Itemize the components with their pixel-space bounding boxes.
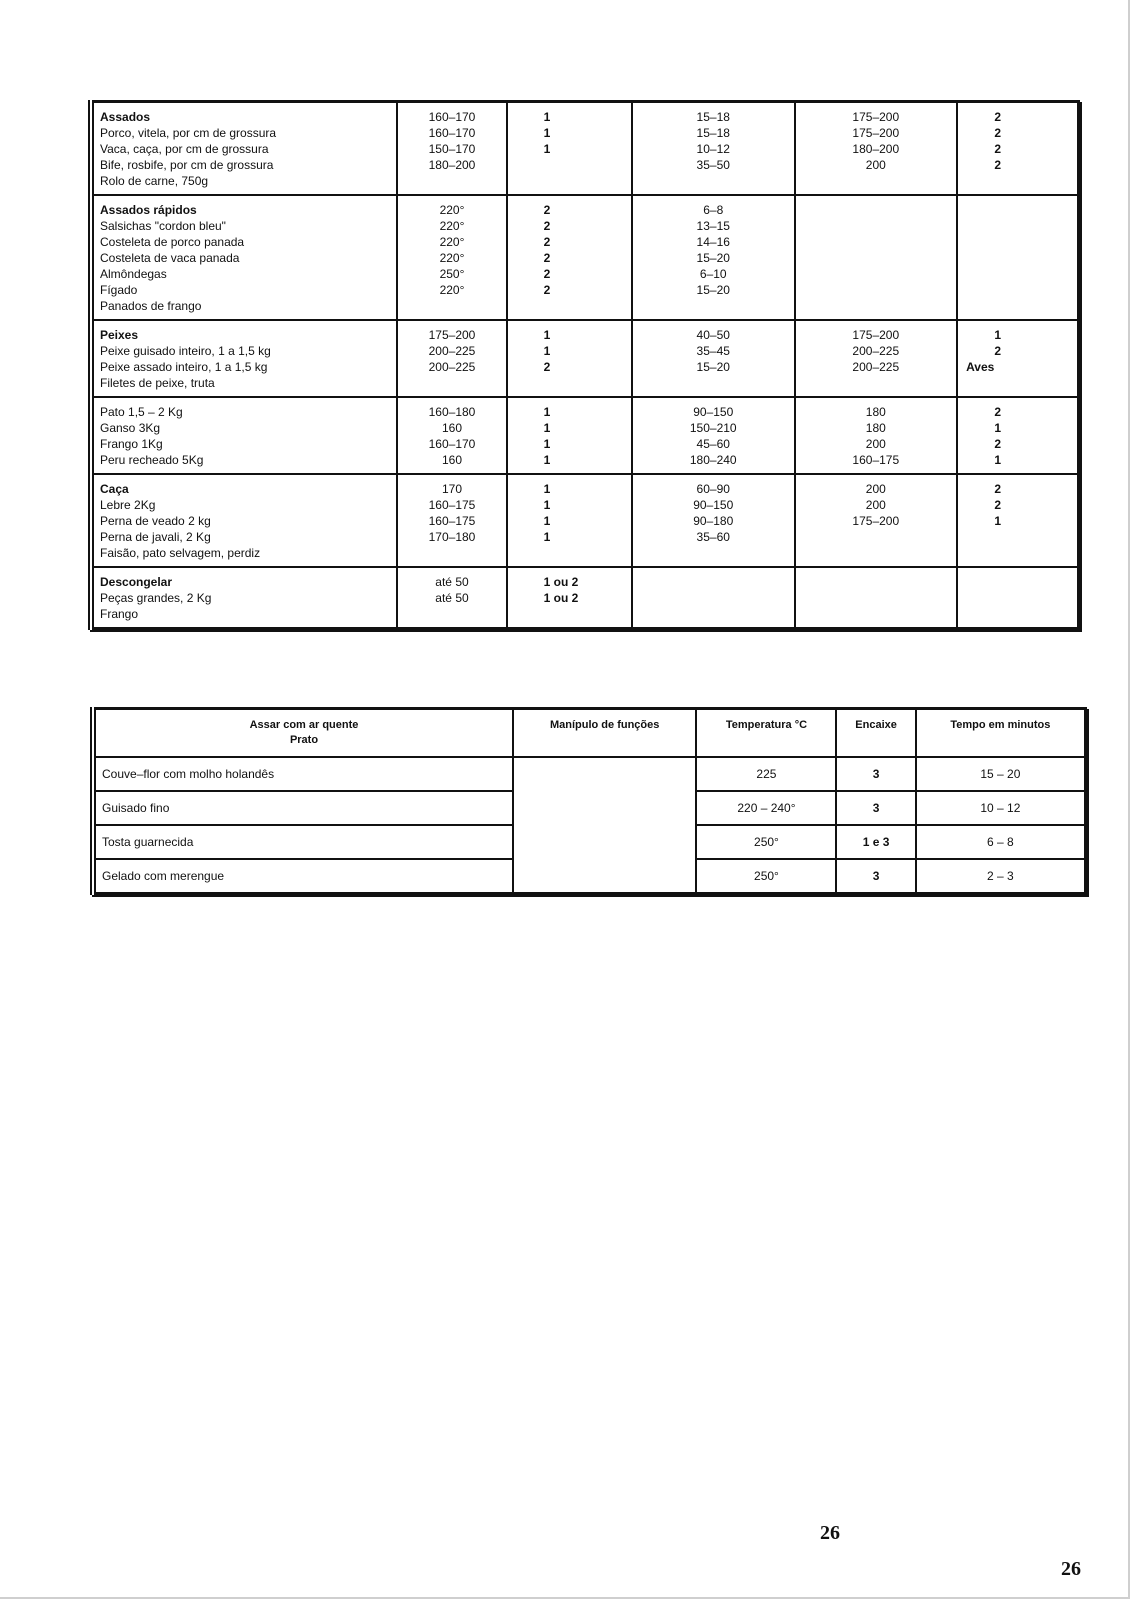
dish-cell: Tosta guarnecida (93, 825, 513, 859)
cell-value: 200 (865, 498, 886, 512)
cell-value: 180–240 (689, 453, 737, 467)
group-heading: Assados (100, 110, 151, 124)
cell-value: 175–200 (428, 328, 476, 342)
cell-value: 220° (439, 219, 465, 233)
cell-value: 175–200 (852, 328, 900, 342)
cell-value: 90–150 (693, 405, 734, 419)
shelf-cell: 1 e 3 (836, 825, 915, 859)
time-cell (632, 474, 795, 567)
shelf-cell: 3 (836, 859, 915, 894)
cell-value: 2 (994, 158, 1001, 172)
cell-value: 160–175 (428, 498, 476, 512)
group-heading: Peixes (100, 328, 139, 342)
cell-value: 2 (543, 360, 551, 374)
hot-air-table (90, 707, 1087, 895)
cell-value: 1 (543, 328, 551, 342)
shelf-cell (507, 397, 632, 474)
shelf-values (994, 404, 1001, 468)
shelf-cell (507, 567, 632, 629)
temperature-cell (397, 397, 506, 474)
cell-value: 180 (865, 421, 886, 435)
cell-value: 1 ou 2 (543, 575, 579, 589)
time-cell: 6 – 8 (916, 825, 1086, 859)
cell-value: 90–180 (693, 514, 734, 528)
dish-item: Filetes de peixe, truta (100, 376, 215, 390)
time-cell: 10 – 12 (916, 791, 1086, 825)
cell-value: 13–15 (696, 219, 730, 233)
table-row (93, 757, 1086, 791)
cell-value: 200–225 (428, 360, 476, 374)
header-dish-line2: Prato (289, 734, 319, 746)
temperature-cell (397, 567, 506, 629)
cell-value: 200 (865, 158, 886, 172)
cell-value: 2 (994, 405, 1001, 419)
cell-value: 180–200 (852, 142, 900, 156)
cell-value: 1 (543, 344, 551, 358)
cell-value: 180–200 (428, 158, 476, 172)
cell-value: 1 (543, 453, 551, 467)
dish-item: Peru recheado 5Kg (100, 453, 204, 467)
dish-item: Panados de frango (100, 299, 202, 313)
table-row (91, 397, 1079, 474)
cell-value: 2 (543, 267, 551, 281)
cell-value: 2 (994, 142, 1001, 156)
group-heading: Assados rápidos (100, 203, 197, 217)
temperature-cell: 220 – 240° (696, 791, 836, 825)
temperature-cell: 250° (696, 825, 836, 859)
cell-value: 160 (441, 421, 462, 435)
dish-item: Ganso 3Kg (100, 421, 161, 435)
cell-value: 175–200 (852, 110, 900, 124)
dish-item: Vaca, caça, por cm de grossura (100, 142, 269, 156)
cell-value: 200 (865, 437, 886, 451)
dish-item: Frango 1Kg (100, 437, 163, 451)
cell-value: 170 (441, 482, 462, 496)
cell-value: 15–18 (696, 110, 730, 124)
cell-value: 200–225 (428, 344, 476, 358)
cell-value: 220° (439, 203, 465, 217)
temperature-cell-alt (795, 567, 958, 629)
dish-group-cell (91, 474, 397, 567)
cell-value: 160–175 (852, 453, 900, 467)
dish-group-cell (91, 102, 397, 196)
dish-item: Costeleta de porco panada (100, 235, 245, 249)
cell-value: 35–60 (696, 530, 730, 544)
cell-value: 2 (994, 498, 1001, 512)
cell-value: 2 (994, 110, 1001, 124)
cell-value: 60–90 (696, 482, 730, 496)
cell-value: 2 (994, 482, 1001, 496)
cell-value: 1 (994, 421, 1001, 435)
shelf-cell (507, 195, 632, 320)
cell-value: 2 (543, 219, 551, 233)
cell-value: 40–50 (696, 328, 730, 342)
shelf-cell (507, 474, 632, 567)
cell-value: 160–170 (428, 126, 476, 140)
cell-value: 160–175 (428, 514, 476, 528)
dish-group-cell (91, 320, 397, 397)
shelf-cell-alt (957, 102, 1078, 196)
time-cell (632, 397, 795, 474)
cell-value: 1 (543, 142, 551, 156)
shelf-cell: 3 (836, 791, 915, 825)
cell-value: 15–20 (696, 360, 730, 374)
cell-value: 160 (441, 453, 462, 467)
function-knob-cell (513, 757, 696, 894)
temperature-cell-alt (795, 195, 958, 320)
dish-item: Almôndegas (100, 267, 167, 281)
dish-item: Rolo de carne, 750g (100, 174, 209, 188)
time-cell: 2 – 3 (916, 859, 1086, 894)
header-function-knob: Manípulo de funções (513, 709, 696, 758)
shelf-values (994, 327, 1001, 375)
temperature-cell (397, 195, 506, 320)
cell-value: 90–150 (693, 498, 734, 512)
temperature-cell-alt (795, 397, 958, 474)
dish-item: Lebre 2Kg (100, 498, 156, 512)
shelf-cell-alt-wrap (966, 481, 1071, 529)
temperature-cell (397, 320, 506, 397)
cell-value: 1 (994, 514, 1001, 528)
dish-cell: Couve–flor com molho holandês (93, 757, 513, 791)
dish-cell: Gelado com merengue (93, 859, 513, 894)
temperature-cell-alt (795, 320, 958, 397)
dish-item: Perna de veado 2 kg (100, 514, 211, 528)
cell-value: 1 (543, 405, 551, 419)
temperature-cell: 250° (696, 859, 836, 894)
dish-item: Bife, rosbife, por cm de grossura (100, 158, 274, 172)
header-temperature: Temperatura °C (696, 709, 836, 758)
cell-value: 1 (543, 482, 551, 496)
dish-item: Perna de javali, 2 Kg (100, 530, 211, 544)
time-cell (632, 320, 795, 397)
cell-value: 10–12 (696, 142, 730, 156)
cell-value: 150–210 (689, 421, 737, 435)
shelf-cell-alt (957, 474, 1078, 567)
cell-value: 1 (543, 530, 551, 544)
shelf-cell: 3 (836, 757, 915, 791)
cell-value: 170–180 (428, 530, 476, 544)
cell-value: 6–8 (703, 203, 724, 217)
time-cell (632, 102, 795, 196)
dish-cell: Guisado fino (93, 791, 513, 825)
cell-value: até 50 (435, 591, 469, 605)
table-row (91, 474, 1079, 567)
dish-item: Pato 1,5 – 2 Kg (100, 405, 183, 419)
cell-value: 200–225 (852, 344, 900, 358)
shelf-cell-alt (957, 567, 1078, 629)
temperature-cell-alt (795, 474, 958, 567)
cell-value: 1 (543, 126, 551, 140)
dish-item: Peixe guisado inteiro, 1 a 1,5 kg (100, 344, 271, 358)
cell-value: 2 (994, 126, 1001, 140)
shelf-values (994, 109, 1001, 173)
cell-value: 1 (543, 421, 551, 435)
cell-value: 220° (439, 235, 465, 249)
cell-value: 160–170 (428, 437, 476, 451)
table-row (91, 567, 1079, 629)
roasting-table-body (91, 102, 1079, 629)
cell-value: 2 (543, 251, 551, 265)
shelf-cell-alt (957, 397, 1078, 474)
shelf-values (994, 481, 1001, 529)
group-heading: Caça (100, 482, 129, 496)
shelf-cell-alt-wrap (966, 404, 1071, 468)
dish-item: Costeleta de vaca panada (100, 251, 240, 265)
header-time: Tempo em minutos (916, 709, 1086, 758)
cell-value: 2 (994, 437, 1001, 451)
hot-air-table-header-row (93, 709, 1086, 758)
cell-value: 35–50 (696, 158, 730, 172)
dish-item: Salsichas "cordon bleu" (100, 219, 226, 233)
cell-value: 45–60 (696, 437, 730, 451)
cell-value: 14–16 (696, 235, 730, 249)
cell-value: 200 (865, 482, 886, 496)
cell-value: 6–10 (699, 267, 727, 281)
cell-value: 180 (865, 405, 886, 419)
cell-value: 250° (439, 267, 465, 281)
dish-item: Peças grandes, 2 Kg (100, 591, 212, 605)
shelf-cell (507, 102, 632, 196)
cell-value: 2 (994, 344, 1001, 358)
cell-value: 15–20 (696, 283, 730, 297)
cell-value: 175–200 (852, 514, 900, 528)
table-row (91, 195, 1079, 320)
shelf-cell-alt (957, 320, 1078, 397)
dish-group-cell (91, 397, 397, 474)
header-dish (93, 709, 513, 758)
header-dish-line1: Assar com ar quente (249, 719, 359, 731)
cell-value: 150–170 (428, 142, 476, 156)
cell-value: 15–18 (696, 126, 730, 140)
cell-value: 175–200 (852, 126, 900, 140)
dish-group-cell (91, 567, 397, 629)
cell-value: até 50 (435, 575, 469, 589)
dish-group-cell (91, 195, 397, 320)
header-shelf: Encaixe (836, 709, 915, 758)
dish-item: Fígado (100, 283, 138, 297)
temperature-cell: 225 (696, 757, 836, 791)
cell-value: 1 (994, 453, 1001, 467)
cell-value: 1 (543, 110, 551, 124)
cell-value: 1 (543, 437, 551, 451)
dish-item: Porco, vitela, por cm de grossura (100, 126, 277, 140)
page-number: 26 (820, 1522, 840, 1544)
category-label: Aves (966, 360, 995, 374)
cell-value: 35–45 (696, 344, 730, 358)
group-heading: Descongelar (100, 575, 173, 589)
table-row (91, 102, 1079, 196)
time-cell: 15 – 20 (916, 757, 1086, 791)
cell-value: 2 (543, 283, 551, 297)
cell-value: 200–225 (852, 360, 900, 374)
cell-value: 1 (543, 514, 551, 528)
cell-value: 220° (439, 283, 465, 297)
cell-value: 2 (543, 235, 551, 249)
time-cell (632, 567, 795, 629)
cell-value: 1 (543, 498, 551, 512)
cell-value: 1 ou 2 (543, 591, 579, 605)
dish-item: Frango (100, 607, 139, 621)
shelf-cell (507, 320, 632, 397)
roasting-table (88, 100, 1080, 630)
table-row (91, 320, 1079, 397)
shelf-cell-alt-wrap (966, 327, 1071, 375)
shelf-cell-alt-wrap (966, 109, 1071, 173)
cell-value: 2 (543, 203, 551, 217)
cell-value: 160–180 (428, 405, 476, 419)
dish-item: Peixe assado inteiro, 1 a 1,5 kg (100, 360, 268, 374)
temperature-cell-alt (795, 102, 958, 196)
cell-value: 220° (439, 251, 465, 265)
temperature-cell (397, 102, 506, 196)
shelf-cell-alt (957, 195, 1078, 320)
cell-value: 160–170 (428, 110, 476, 124)
temperature-cell (397, 474, 506, 567)
time-cell (632, 195, 795, 320)
cell-value: 1 (994, 328, 1001, 342)
dish-item: Faisão, pato selvagem, perdiz (100, 546, 261, 560)
page-number-corner: 26 (1061, 1558, 1081, 1580)
cell-value: 15–20 (696, 251, 730, 265)
